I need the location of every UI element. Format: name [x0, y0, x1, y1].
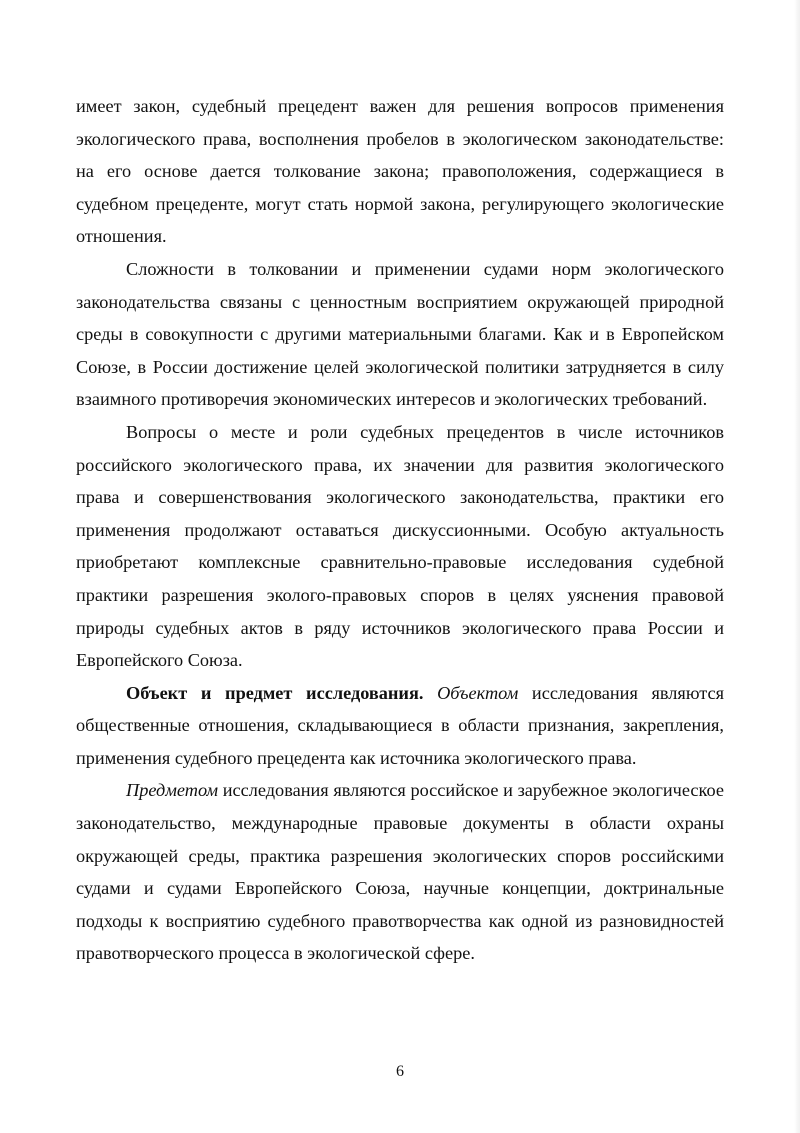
paragraph-complexities: Сложности в толковании и применении судами норм экологического законодательства связаны с ценностным восприятием окружающей природной среды в совокупности с другими материальными благами. Как и в Европейском Союзе, в России достижение целей экологической политики затрудняется в силу взаимного противоречия экономических интересов и экологических требований. — [76, 258, 724, 410]
paragraph-precedent-role: Вопросы о месте и роли судебных прецедентов в числе источников российского экологического права, их значении для развития экологического права и совершенствования экологического законодательства, практики его применения продолжают оставаться дискуссионными. Особую актуальность приобретают комплексные сравнительно-правовые исследования судебной практики разрешения эколого-правовых споров в целях уяснения правовой природы судебных актов в ряду источников экологического права России и Европейского Союза. — [76, 421, 724, 671]
paragraph-object — [76, 677, 724, 775]
object-emphasis: Объектом — [437, 682, 519, 703]
object-text: исследования являются общественные отношения, складывающиеся в области признания, закрепления, применения судебного прецедента как источника экологического права. — [76, 682, 724, 768]
paragraph-continuation: имеет закон, судебный прецедент важен для решения вопросов применения экологического права, восполнения пробелов в экологическом законодательстве: на его основе дается толкование закона; правоположения, содержащиеся в судебном прецеденте, могут стать нормой закона, регулирующего экологические отношения. — [76, 96, 724, 247]
subject-text: исследования являются российское и зарубежное экологическое законодательство, международные правовые документы в области охраны окружающей среды, практика разрешения экологических споров российскими судами и судами Европейского Союза, научные концепции, доктринальные подходы к восприятию судебного правотворчества как одной из разновидностей правотворческого процесса в экологической сфере. — [76, 780, 724, 964]
scan-edge-shadow — [794, 0, 800, 1133]
subject-emphasis: Предметом — [126, 780, 219, 801]
page-number: 6 — [396, 1063, 404, 1080]
document-page — [76, 90, 724, 970]
paragraph-subject — [76, 774, 724, 970]
section-heading: Объект и предмет исследования. — [126, 682, 424, 703]
